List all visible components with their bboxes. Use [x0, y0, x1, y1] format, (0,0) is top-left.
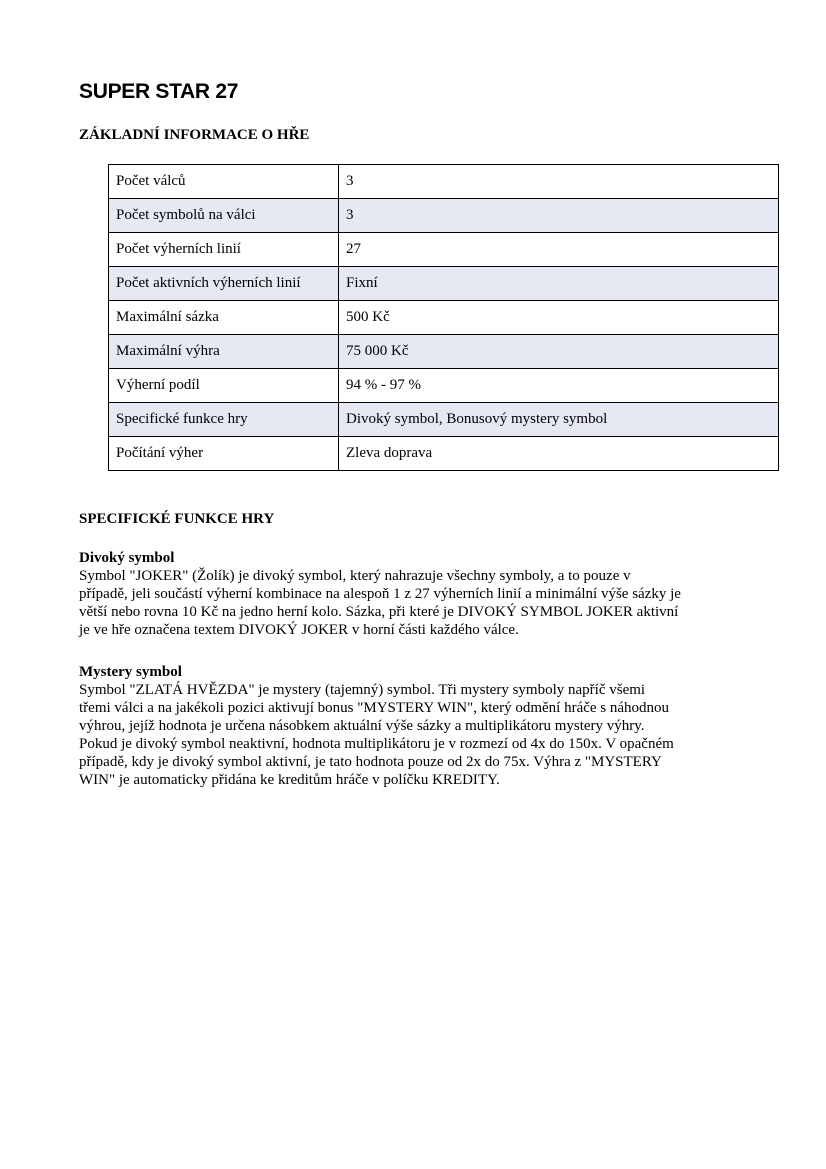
paragraph-line: WIN" je automaticky přidána ke kreditům hráče v políčku KREDITY. [79, 772, 500, 788]
row-value: 27 [339, 233, 779, 267]
basic-info-heading: ZÁKLADNÍ INFORMACE O HŘE [79, 127, 310, 143]
table-row [109, 199, 779, 233]
game-info-table [108, 164, 779, 471]
row-value: 3 [339, 165, 779, 199]
row-label: Počet výherních linií [109, 233, 339, 267]
row-label: Počet aktivních výherních linií [109, 267, 339, 301]
row-label: Výherní podíl [109, 369, 339, 403]
row-value: 500 Kč [339, 301, 779, 335]
paragraph-line: třemi válci a na jakékoli pozici aktivují bonus "MYSTERY WIN", který odmění hráče s náhodnou [79, 700, 670, 716]
paragraph-line: případě, jeli součástí výherní kombinace na alespoň 1 z 27 výherních linií a minimální výše sázky je [79, 586, 681, 602]
row-label: Počítání výher [109, 437, 339, 471]
row-value: Fixní [339, 267, 779, 301]
row-label: Specifické funkce hry [109, 403, 339, 437]
paragraph-line: výhrou, jejíž hodnota je určena násobkem aktuální výše sázky a multiplikátoru mystery výhry. [79, 718, 645, 734]
row-value: 3 [339, 199, 779, 233]
table-row [109, 165, 779, 199]
features-heading: SPECIFICKÉ FUNKCE HRY [79, 511, 275, 527]
paragraph-line: Symbol "ZLATÁ HVĚZDA" je mystery (tajemný) symbol. Tři mystery symboly napříč všemi [79, 682, 646, 698]
row-label: Počet symbolů na válci [109, 199, 339, 233]
page-title: SUPER STAR 27 [79, 80, 239, 103]
row-label: Maximální výhra [109, 335, 339, 369]
wild-symbol-heading: Divoký symbol [79, 550, 175, 566]
table-row [109, 369, 779, 403]
row-value: Divoký symbol, Bonusový mystery symbol [339, 403, 779, 437]
paragraph-line: případě, kdy je divoký symbol aktivní, je tato hodnota pouze od 2x do 75x. Výhra z "MYSTERY [79, 754, 662, 770]
mystery-symbol-heading: Mystery symbol [79, 664, 182, 680]
paragraph-line: Symbol "JOKER" (Žolík) je divoký symbol, který nahrazuje všechny symboly, a to pouze v [79, 568, 631, 584]
row-label: Počet válců [109, 165, 339, 199]
table-row [109, 437, 779, 471]
table-row [109, 335, 779, 369]
row-value: 75 000 Kč [339, 335, 779, 369]
row-value: Zleva doprava [339, 437, 779, 471]
paragraph-line: větší nebo rovna 10 Kč na jedno herní kolo. Sázka, při které je DIVOKÝ SYMBOL JOKER aktivní [79, 604, 679, 620]
row-value: 94 % - 97 % [339, 369, 779, 403]
table-row [109, 233, 779, 267]
table-row [109, 403, 779, 437]
paragraph-line: je ve hře označena textem DIVOKÝ JOKER v horní části každého válce. [79, 622, 519, 638]
row-label: Maximální sázka [109, 301, 339, 335]
table-row [109, 301, 779, 335]
paragraph-line: Pokud je divoký symbol neaktivní, hodnota multiplikátoru je v rozmezí od 4x do 150x. V opačném [79, 736, 674, 752]
mystery-symbol-section [79, 663, 779, 789]
table-row [109, 267, 779, 301]
wild-symbol-section [79, 549, 779, 639]
